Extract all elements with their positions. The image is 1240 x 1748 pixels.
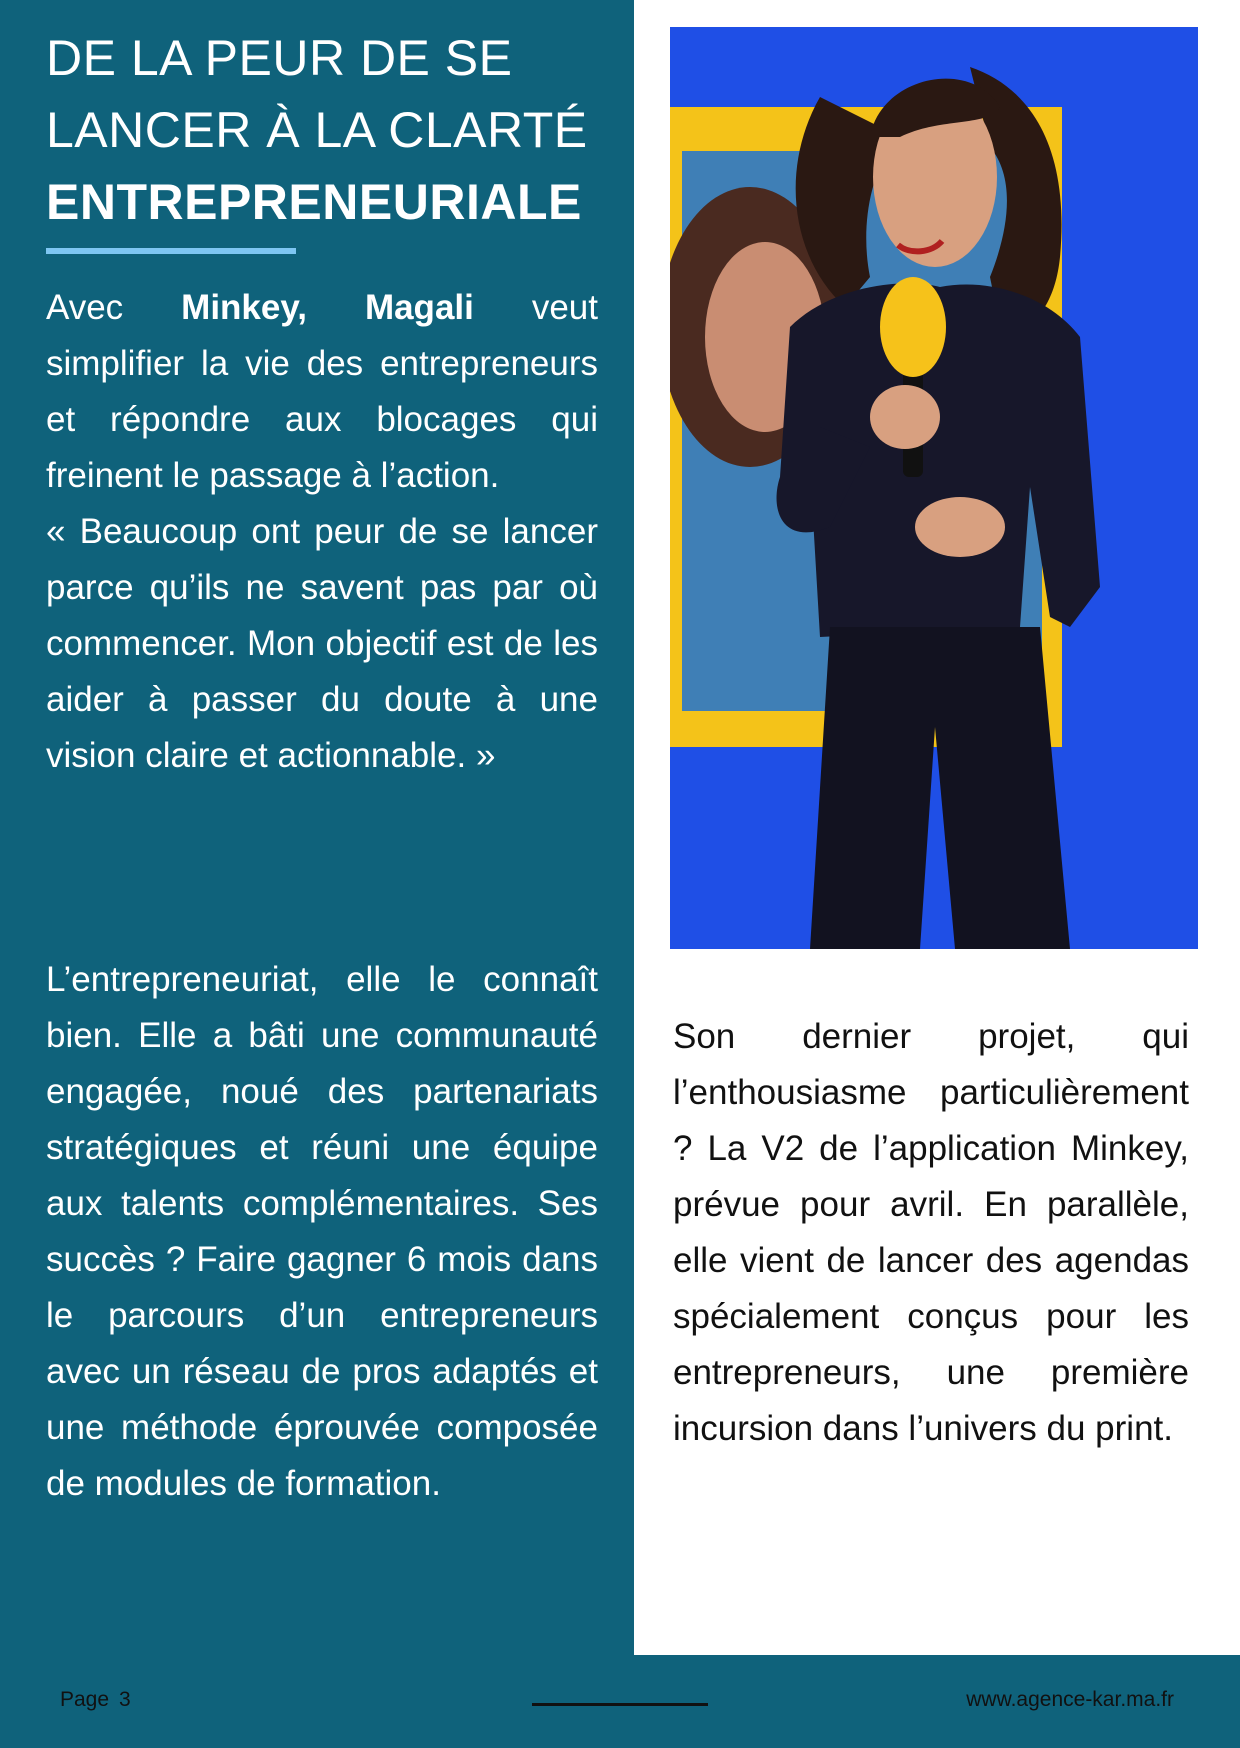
page-number-value: 3	[119, 1688, 131, 1711]
project-paragraph: Son dernier projet, qui l’enthousiasme particulièrement ? La V2 de l’application Minkey, prévue pour avril. En parallèle, elle vient de lancer des agendas spécialement conçus pour les entrepreneurs, une première incursion dans l’univers du print.	[673, 1017, 1189, 1448]
footer-website: www.agence-kar.ma.fr	[966, 1688, 1174, 1711]
title-line-3: ENTREPRENEURIALE	[46, 174, 582, 230]
resting-hand	[915, 497, 1005, 557]
article-title	[46, 22, 616, 238]
speaker-photo	[670, 27, 1198, 949]
quote-paragraph: « Beaucoup ont peur de se lancer parce qu’ils ne savent pas par où commencer. Mon objectif est de les aider à passer du doute à une vision claire et actionnable. »	[46, 512, 598, 775]
hand-holding-mic	[870, 385, 940, 449]
background-text: L’entrepreneuriat, elle le connaît bien. Elle a bâti une communauté engagée, noué des partenariats stratégiques et réuni une équipe aux talents complémentaires. Ses succès ? Faire gagner 6 mois dans le parcours d’un entrepreneurs avec un réseau de pros adaptés et une méthode éprouvée composée de modules de formation.	[46, 960, 598, 1503]
intro-paragraph	[46, 280, 598, 784]
intro-bold-names: Minkey, Magali	[181, 288, 474, 327]
page-number	[60, 1688, 141, 1712]
title-divider	[46, 248, 296, 254]
microphone-head	[880, 277, 946, 377]
footer-divider	[532, 1703, 708, 1706]
intro-rest: veut simplifier la vie des entrepreneurs et répondre aux blocages qui freinent le passage à l’action.	[46, 288, 598, 495]
page-label: Page	[60, 1688, 110, 1711]
intro-start: Avec	[46, 288, 182, 327]
background-paragraph	[46, 952, 598, 1512]
title-line-2: LANCER À LA CLARTÉ	[46, 102, 588, 158]
title-line-1: DE LA PEUR DE SE	[46, 30, 513, 86]
speaker-illustration	[670, 27, 1198, 949]
